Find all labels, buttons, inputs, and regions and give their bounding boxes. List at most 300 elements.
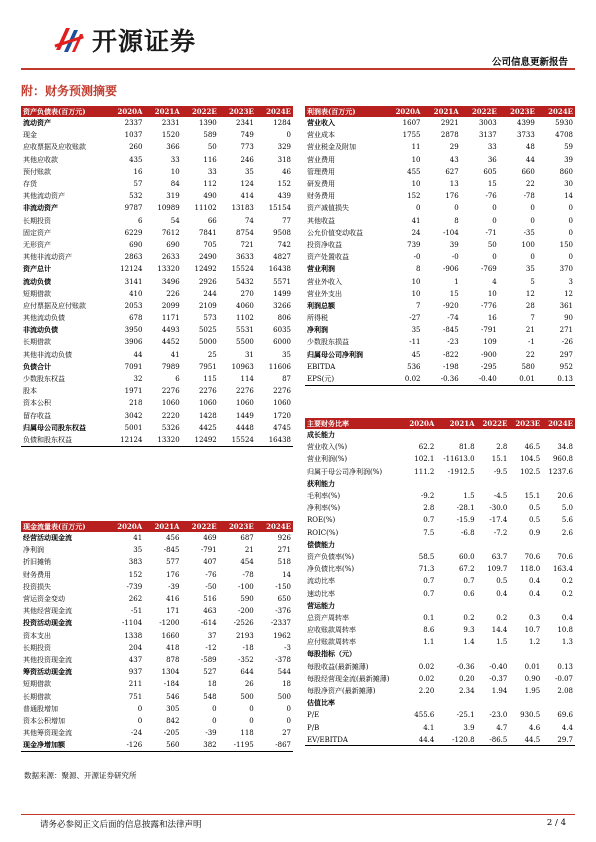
cell-value: 0	[530, 216, 535, 225]
row-label: 无形资产	[23, 240, 51, 249]
cell-value: 960.8	[552, 455, 573, 464]
cell-value: 152	[407, 192, 421, 201]
cell-value: 370	[559, 265, 573, 274]
cell-value: 271	[277, 546, 291, 555]
cell-value: 10.7	[524, 626, 541, 635]
cell-value: 366	[166, 143, 180, 152]
cell-value: -78	[523, 192, 535, 201]
cell-value: 0.20	[458, 674, 475, 683]
cell-value: 176	[445, 192, 459, 201]
cell-value: 0.7	[463, 577, 475, 586]
cell-value: 15.1	[491, 455, 508, 464]
cell-value: 10	[411, 180, 421, 189]
cell-value: 87	[282, 375, 291, 384]
cell-value: 0.02	[384, 373, 422, 385]
cell-value: 41	[133, 534, 143, 543]
table-row	[21, 690, 293, 702]
cell-value: -15.9	[456, 516, 475, 525]
cell-value: 469	[203, 534, 217, 543]
row-label: 留存收益	[23, 411, 51, 420]
cell-value: -12	[205, 643, 217, 652]
cell-value: 0	[454, 204, 459, 213]
row-label: 短期借款	[23, 289, 51, 298]
cell-value: -39	[168, 582, 180, 591]
cell-value: 516	[203, 595, 217, 604]
table-row	[305, 202, 575, 214]
cell-value: 13320	[157, 265, 180, 274]
cell-value: 1304	[161, 668, 180, 677]
table-row	[305, 300, 575, 312]
cell-value: 5326	[161, 423, 180, 432]
cell-value: -822	[442, 350, 459, 359]
cell-value: 627	[445, 167, 459, 176]
cell-value: -71	[485, 228, 497, 237]
table-row	[21, 397, 293, 409]
table-row	[305, 251, 575, 263]
cell-value: 44.4	[403, 734, 436, 746]
cell-value: 102.1	[414, 455, 435, 464]
cell-value: 297	[559, 350, 573, 359]
column-header: 2020A	[403, 418, 436, 429]
cell-value: 35	[525, 265, 535, 274]
row-label: 股本	[23, 387, 37, 396]
cell-value: 7951	[198, 362, 217, 371]
table-row	[305, 648, 575, 660]
cell-value: 0	[286, 704, 291, 713]
cell-value: -6.8	[461, 528, 475, 537]
cell-value: 5930	[555, 119, 573, 128]
cell-value: 10963	[231, 362, 254, 371]
cell-value: 114	[240, 375, 254, 384]
cell-value: 455	[407, 167, 421, 176]
cell-value: 0	[492, 204, 497, 213]
cell-value: 48	[525, 143, 535, 152]
cell-value: 2921	[440, 119, 459, 128]
cell-value: 590	[240, 595, 254, 604]
cell-value: 5	[530, 277, 535, 286]
cell-value: 13320	[144, 434, 181, 446]
cell-value: 5531	[236, 326, 254, 335]
table-title: 利润表(百万元)	[305, 106, 384, 117]
row-label: 长期借款	[23, 692, 51, 701]
cell-value: 3.9	[463, 723, 475, 732]
cell-value: 4.1	[423, 723, 435, 732]
cell-value: 2926	[198, 277, 217, 286]
row-label: 每股净资产(最新摊薄)	[307, 687, 376, 696]
cell-value: 0.7	[423, 589, 435, 598]
row-label: 负债合计	[23, 361, 51, 371]
cell-value: 690	[129, 240, 143, 249]
table-row	[305, 502, 575, 514]
cell-value: 33	[487, 143, 497, 152]
cell-value: 115	[203, 375, 217, 384]
cell-value: 15524	[231, 265, 254, 274]
logo-mark-icon	[52, 24, 86, 56]
cell-value: 721	[240, 240, 254, 249]
cell-value	[509, 429, 542, 441]
cell-value: 1390	[198, 119, 217, 128]
table-row	[21, 154, 293, 166]
cell-value: -198	[442, 362, 459, 371]
cell-value: 1660	[161, 631, 180, 640]
row-label: 营业收入(%)	[307, 443, 348, 452]
cell-value: 2053	[124, 301, 143, 310]
cell-value: 3906	[124, 338, 143, 347]
cell-value: -86.5	[477, 734, 510, 746]
cell-value: -35	[523, 228, 535, 237]
cell-value: 455.6	[414, 711, 435, 720]
cell-value: 36	[487, 155, 497, 164]
cell-value: 1102	[236, 314, 254, 323]
cell-value: 3003	[478, 119, 497, 128]
row-label: 现金	[23, 131, 37, 140]
table-row	[305, 373, 575, 385]
financial-ratios-table	[305, 418, 575, 746]
cell-value: 329	[277, 143, 291, 152]
cell-value: 0	[416, 204, 421, 213]
cell-value: 0.2	[463, 613, 475, 622]
row-label: 其他投资现金流	[23, 655, 72, 664]
cell-value: 739	[407, 240, 421, 249]
cell-value: 102.5	[520, 467, 541, 476]
cell-value: 171	[166, 607, 180, 616]
cell-value: 687	[240, 534, 254, 543]
cell-value: -23.0	[489, 711, 508, 720]
cell-value: -200	[238, 607, 254, 616]
table-row	[21, 434, 293, 446]
cell-value: -9.5	[493, 467, 508, 476]
row-label: 营运能力	[307, 600, 335, 610]
column-header: 2022E	[461, 106, 499, 117]
cell-value: 58.5	[418, 552, 435, 561]
cell-value	[436, 429, 476, 441]
cell-value: 211	[128, 680, 143, 689]
cell-value: 589	[203, 131, 217, 140]
row-label: 资产总计	[23, 264, 51, 274]
table-row	[21, 288, 293, 300]
column-header: 2023E	[509, 418, 542, 429]
cell-value: 71.3	[418, 565, 435, 574]
cell-value	[436, 478, 476, 490]
cell-value: 0	[568, 204, 573, 213]
cell-value	[509, 697, 542, 709]
cell-value: 10	[411, 289, 421, 298]
cell-value: 6035	[273, 326, 291, 335]
row-label: 财务费用	[307, 192, 335, 201]
table-row	[21, 642, 293, 654]
cell-value: 20.6	[557, 492, 573, 501]
cell-value: 26	[244, 680, 254, 689]
table-row	[305, 227, 575, 239]
cell-value: 414	[240, 192, 254, 201]
cell-value: 2193	[235, 631, 254, 640]
cell-value: 2.8	[423, 504, 435, 513]
cell-value: 5.6	[561, 516, 573, 525]
row-label: 每股经营现金流(最新摊薄)	[307, 674, 390, 683]
row-label: 营业收入	[307, 118, 335, 128]
cell-value: -25.1	[456, 711, 475, 720]
cell-value: 0.7	[423, 516, 435, 525]
cell-value	[403, 539, 436, 551]
cell-value: 59	[564, 143, 573, 152]
cell-value: -867	[256, 739, 293, 751]
table-row	[305, 466, 575, 478]
cell-value: 2.6	[561, 528, 573, 537]
cell-value: 262	[128, 595, 143, 604]
cell-value: 176	[166, 570, 180, 579]
cell-value: 12492	[182, 434, 219, 446]
row-label: 资本公积增加	[23, 716, 65, 725]
column-header: 2020A	[384, 106, 422, 117]
cell-value: 690	[166, 240, 180, 249]
cell-value: 0.02	[418, 662, 435, 671]
table-row	[305, 361, 575, 373]
cell-value: 16	[487, 314, 497, 323]
cell-value: 15.1	[524, 492, 541, 501]
cell-value: 118	[240, 729, 254, 738]
cell-value: 54	[170, 216, 180, 225]
cell-value: -1200	[159, 619, 180, 628]
cell-value: 116	[203, 155, 217, 164]
cell-value	[477, 429, 510, 441]
cell-value: -1104	[121, 619, 143, 628]
cell-value: 1060	[161, 399, 180, 408]
cell-value: -1195	[219, 739, 256, 751]
table-header-row	[21, 106, 293, 117]
row-label: 长期投资	[23, 216, 51, 225]
table-row	[21, 263, 293, 275]
cell-value: 435	[129, 155, 143, 164]
cell-value: 1.94	[491, 687, 508, 696]
cell-value: 22	[525, 180, 535, 189]
cell-value	[436, 648, 476, 660]
cell-value: 0.5	[496, 577, 508, 586]
cell-value: 1171	[161, 314, 180, 323]
cell-value: 2331	[161, 119, 180, 128]
cell-value: 204	[128, 643, 143, 652]
cell-value: 5001	[124, 423, 143, 432]
row-label: 估值比率	[307, 698, 335, 708]
cell-value: 0.5	[529, 516, 541, 525]
row-label: EV/EBITDA	[305, 734, 403, 746]
row-label: 每股指标（元）	[307, 649, 356, 659]
table-row	[305, 288, 575, 300]
cell-value: 926	[277, 534, 291, 543]
cell-value: -0.36	[456, 662, 475, 671]
cell-value: 8	[454, 216, 459, 225]
cell-value: 305	[166, 704, 180, 713]
cell-value: 35	[411, 326, 421, 335]
cell-value: 22	[525, 350, 535, 359]
cell-value: 4745	[273, 423, 291, 432]
table-row	[305, 349, 575, 361]
cell-value: 7612	[161, 228, 180, 237]
cell-value: 16	[133, 167, 143, 176]
table-row	[21, 312, 293, 324]
row-label: 资产负债率(%)	[307, 552, 355, 561]
cell-value: 271	[559, 326, 573, 335]
row-label: 现金净增加额	[21, 739, 107, 751]
cell-value: 952	[559, 362, 573, 371]
cell-value: 382	[181, 739, 218, 751]
cell-value: 2633	[161, 253, 180, 262]
cell-value: -11	[409, 338, 421, 347]
cell-value	[509, 539, 542, 551]
cell-value	[477, 697, 510, 709]
row-label: 净负债比率(%)	[307, 565, 355, 574]
cell-value: 118.0	[520, 565, 541, 574]
cell-value: 742	[277, 240, 291, 249]
column-header: 2022E	[477, 418, 510, 429]
cell-value: -614	[200, 619, 217, 628]
cell-value: 12124	[120, 265, 143, 274]
cell-value: 705	[203, 240, 217, 249]
cell-value: -845	[442, 326, 459, 335]
cell-value: 319	[166, 192, 180, 201]
cell-value: 0	[530, 253, 535, 262]
cell-value: -7.2	[493, 528, 508, 537]
cell-value: 5432	[236, 277, 254, 286]
row-label: 负债和股东权益	[21, 434, 107, 446]
cell-value: -900	[481, 350, 497, 359]
cell-value: 546	[166, 692, 180, 701]
row-label: 经营活动现金流	[23, 533, 72, 543]
cell-value: 2863	[124, 253, 143, 262]
cell-value	[509, 478, 542, 490]
table-row	[305, 215, 575, 227]
table-row	[305, 190, 575, 202]
cell-value: 14	[564, 192, 573, 201]
cell-value: 410	[129, 289, 143, 298]
cell-value: 2099	[161, 301, 180, 310]
cell-value: -78	[242, 570, 254, 579]
cell-value: 16438	[268, 265, 291, 274]
cell-value: -906	[442, 265, 459, 274]
cell-value: 0.01	[524, 662, 541, 671]
cell-value: 112	[203, 180, 217, 189]
cell-value: 4	[492, 277, 497, 286]
cell-value: 0	[286, 716, 291, 725]
cell-value: 109	[483, 338, 497, 347]
cell-value: 573	[203, 314, 217, 323]
cell-value: 41	[411, 216, 421, 225]
cell-value: 244	[203, 289, 217, 298]
cell-value: 4708	[555, 131, 573, 140]
table-row	[21, 715, 293, 727]
column-header: 2022E	[181, 521, 218, 532]
cell-value: 163.4	[552, 565, 573, 574]
cell-value: -18	[242, 643, 254, 652]
table-row	[305, 636, 575, 648]
cell-value: -39	[205, 729, 217, 738]
cell-value	[477, 600, 510, 612]
cell-value: 0	[212, 704, 217, 713]
table-row	[305, 490, 575, 502]
cell-value: 5.0	[561, 504, 573, 513]
cell-value: 270	[240, 289, 254, 298]
cell-value: 0.7	[423, 577, 435, 586]
cell-value: -74	[447, 314, 459, 323]
cell-value: -3	[284, 643, 291, 652]
cell-value: 490	[203, 192, 217, 201]
cell-value: 4060	[236, 301, 254, 310]
cell-value: 3042	[124, 411, 143, 420]
cell-value: 12124	[107, 434, 144, 446]
cell-value: -0.36	[422, 373, 460, 385]
cell-value: 0.2	[496, 613, 508, 622]
cell-value: 14.4	[491, 626, 508, 635]
cell-value: 0.2	[561, 577, 573, 586]
table-row	[305, 587, 575, 599]
table-row	[21, 593, 293, 605]
cell-value: 9.3	[463, 626, 475, 635]
cell-value: 4827	[273, 253, 291, 262]
cell-value: 69.6	[557, 711, 573, 720]
cell-value: 0	[212, 716, 217, 725]
row-label: 管理费用	[307, 167, 335, 176]
cell-value: 11	[411, 143, 421, 152]
column-header: 2024E	[256, 106, 293, 117]
row-label: 非流动资产	[23, 203, 58, 213]
page-number: 2 / 4	[546, 818, 566, 828]
row-label: 筹资活动现金流	[23, 667, 72, 677]
cell-value: 39	[564, 155, 573, 164]
table-row	[21, 422, 293, 434]
cell-value: 50	[207, 143, 217, 152]
cell-value: -589	[200, 655, 217, 664]
cell-value: 361	[559, 301, 573, 310]
cell-value: 0.1	[423, 613, 435, 622]
cell-value: -104	[442, 228, 459, 237]
table-title: 现金流量表(百万元)	[21, 521, 107, 532]
row-label: 长期投资	[23, 643, 51, 652]
table-row	[21, 324, 293, 336]
cell-value: 7989	[161, 362, 180, 371]
column-header: 2023E	[219, 521, 256, 532]
cell-value: 31	[244, 350, 254, 359]
cell-value: 35	[244, 167, 254, 176]
cell-value: 6	[137, 216, 143, 225]
cell-value: 1962	[273, 631, 291, 640]
table-row	[305, 624, 575, 636]
cell-value: -776	[481, 301, 497, 310]
cell-value: 152	[128, 570, 143, 579]
row-label: 营业税金及附加	[307, 143, 356, 152]
row-label: 营业外收入	[307, 277, 342, 286]
cell-value: 18	[282, 680, 291, 689]
cell-value: 0.13	[557, 662, 573, 671]
cell-value: 10	[411, 277, 421, 286]
cell-value: -17.4	[489, 516, 508, 525]
table-row	[305, 336, 575, 348]
cell-value: 1338	[124, 631, 143, 640]
table-row	[305, 673, 575, 685]
cell-value	[542, 648, 575, 660]
row-label: 其他流动负债	[23, 314, 65, 323]
company-name: 开源证券	[92, 27, 197, 56]
cell-value: 4.7	[496, 723, 508, 732]
cell-value: 15	[487, 180, 497, 189]
cell-value: 2337	[124, 119, 143, 128]
table-row	[21, 532, 293, 544]
table-row	[305, 312, 575, 324]
cell-value: 749	[240, 131, 254, 140]
cell-value: 605	[483, 167, 497, 176]
table-row	[21, 581, 293, 593]
cell-value: -28.1	[456, 504, 475, 513]
cell-value: 318	[277, 155, 291, 164]
cell-value: 3	[568, 277, 573, 286]
